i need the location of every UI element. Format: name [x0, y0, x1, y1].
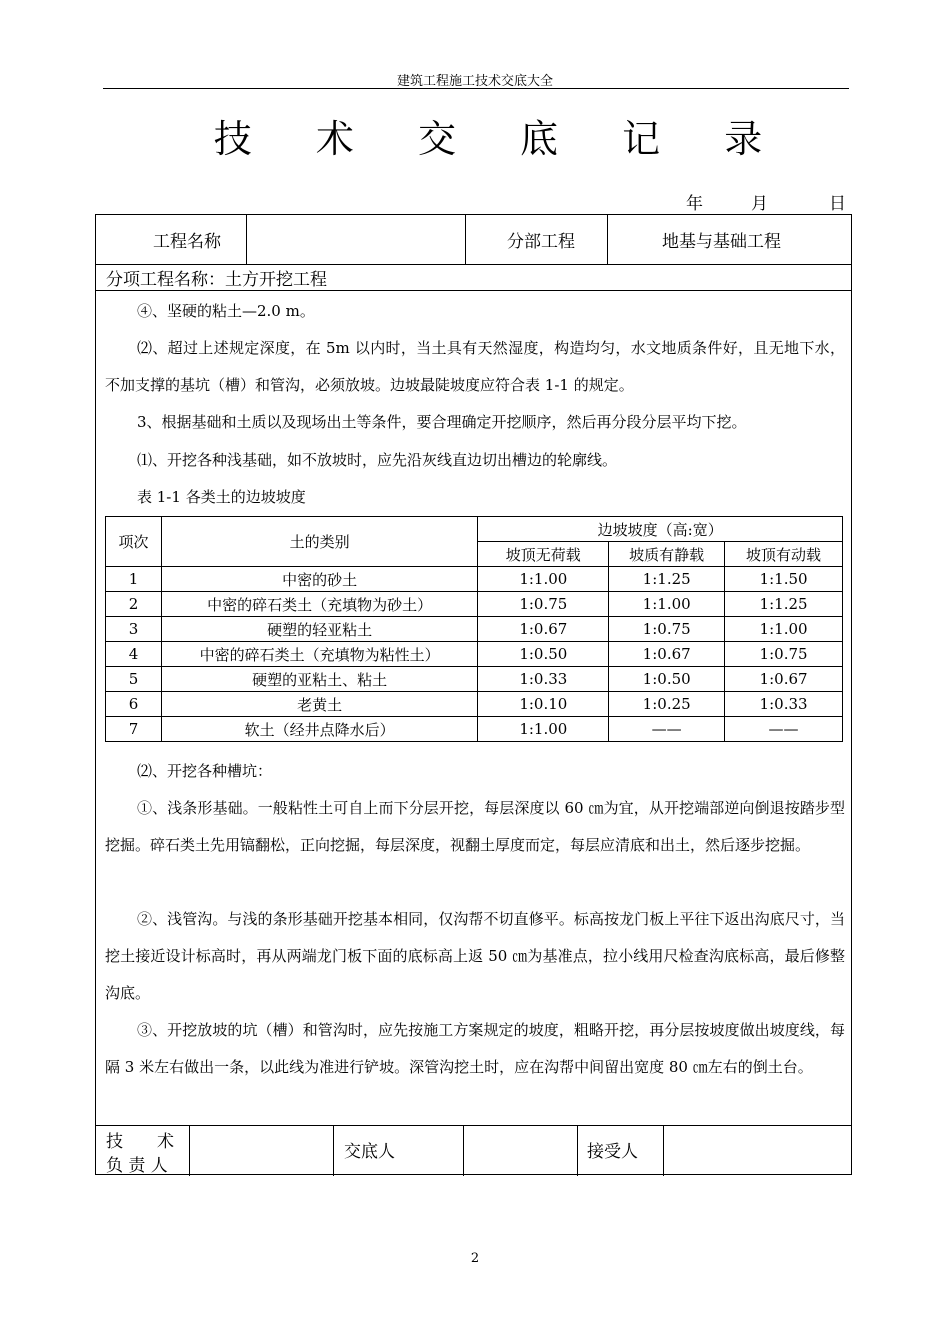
table-cell: 1:1.00 — [725, 617, 843, 642]
table-cell: 中密的碎石类土（充填物为砂土） — [161, 592, 477, 617]
table-cell: 1:1.00 — [609, 592, 725, 617]
divider — [577, 1125, 578, 1176]
table-cell: 1:1.00 — [478, 567, 609, 592]
division-label: 分部工程 — [507, 232, 575, 252]
table-cell: 中密的碎石类土（充填物为粘性土） — [161, 642, 477, 667]
table-cell: 1:0.67 — [725, 667, 843, 692]
paragraph: ④、坚硬的粘土—2.0 m。 — [137, 302, 315, 320]
table-caption: 表 1-1 各类土的边坡坡度 — [137, 488, 306, 506]
table-cell: 1:1.25 — [609, 567, 725, 592]
table-cell: 3 — [106, 617, 162, 642]
table-cell: —— — [609, 717, 725, 742]
tech-lead-label-line2: 负 责 人 — [106, 1156, 168, 1176]
table-cell: 1:0.33 — [725, 692, 843, 717]
paragraph: ③、开挖放坡的坑（槽）和管沟时，应先按施工方案规定的坡度，粗略开挖，再分层按坡度做出坡度线，每隔 3 米左右做出一条，以此线为准进行铲坡。深管沟挖土时，应在沟帮中间留出宽度 80 ㎝左右的倒土台。 — [105, 1021, 845, 1076]
receiver-field[interactable] — [664, 1127, 850, 1173]
table-row — [106, 667, 843, 692]
table-row — [106, 592, 843, 617]
receiver-label: 接受人 — [587, 1142, 638, 1162]
date-month: 月 — [751, 194, 768, 214]
table-cell: 1:0.10 — [478, 692, 609, 717]
paragraph: ②、浅管沟。与浅的条形基础开挖基本相同，仅沟帮不切直修平。标高按龙门板上平往下返出沟底尺寸，当挖土接近设计标高时，再从两端龙门板下面的底标高上返 50 ㎝为基准点，拉小线用尺检查沟底标高，最后修整沟底。 — [105, 910, 845, 1002]
table-cell: 硬塑的亚粘土、粘土 — [161, 667, 477, 692]
tech-lead-field[interactable] — [190, 1127, 332, 1173]
header-col: 坡质有静载 — [609, 542, 725, 567]
table-row — [106, 692, 843, 717]
project-name-field[interactable] — [248, 215, 463, 264]
table-cell: 1:0.75 — [609, 617, 725, 642]
table-cell: 5 — [106, 667, 162, 692]
division-value: 地基与基础工程 — [662, 232, 781, 252]
table-cell: 中密的砂土 — [161, 567, 477, 592]
table-row — [106, 567, 843, 592]
table-cell: 4 — [106, 642, 162, 667]
project-name-label: 工程名称 — [153, 232, 221, 252]
table-cell: 1 — [106, 567, 162, 592]
table-row — [106, 617, 843, 642]
table-cell: 2 — [106, 592, 162, 617]
table-row — [106, 642, 843, 667]
table-cell: 1:1.00 — [478, 717, 609, 742]
table-cell: 1:0.50 — [609, 667, 725, 692]
table-cell: 1:0.33 — [478, 667, 609, 692]
divider — [333, 1125, 334, 1176]
date-day: 日 — [829, 194, 846, 214]
table-cell: 1:1.50 — [725, 567, 843, 592]
date-year: 年 — [686, 194, 703, 214]
header-soil-type: 土的类别 — [161, 517, 477, 567]
table-cell: 1:0.67 — [478, 617, 609, 642]
page-number: 2 — [470, 1251, 480, 1266]
divider — [465, 215, 466, 264]
header-index: 项次 — [106, 517, 162, 567]
table-row — [106, 717, 843, 742]
page-title: 技 术 交 底 记 录 — [213, 117, 789, 161]
table-cell: 1:0.50 — [478, 642, 609, 667]
subitem-name: 分项工程名称：土方开挖工程 — [106, 270, 327, 290]
discloser-field[interactable] — [464, 1127, 576, 1173]
running-header: 建筑工程施工技术交底大全 — [396, 74, 553, 89]
table-cell: 7 — [106, 717, 162, 742]
header-rule — [103, 88, 849, 89]
paragraph: 3、根据基础和土质以及现场出土等条件，要合理确定开挖顺序，然后再分段分层平均下挖。 — [137, 413, 747, 431]
divider — [96, 290, 851, 291]
table-cell: 1:0.67 — [609, 642, 725, 667]
table-cell: —— — [725, 717, 843, 742]
table-cell: 1:0.25 — [609, 692, 725, 717]
divider — [96, 1125, 851, 1126]
paragraph: ①、浅条形基础。一般粘性土可自上而下分层开挖，每层深度以 60 ㎝为宜，从开挖端部逆向倒退按踏步型挖掘。碎石类土先用镐翻松，正向挖掘，每层深度，视翻土厚度而定，每层应清底和出土，然后逐步挖掘。 — [105, 799, 845, 854]
table-cell: 1:1.25 — [725, 592, 843, 617]
table-cell: 1:0.75 — [478, 592, 609, 617]
table-cell: 6 — [106, 692, 162, 717]
tech-lead-label-line1: 技 术 — [106, 1132, 174, 1152]
table-cell: 软土（经井点降水后） — [161, 717, 477, 742]
table-cell: 硬塑的轻亚粘土 — [161, 617, 477, 642]
paragraph: ⑵、开挖各种槽坑： — [137, 762, 273, 780]
paragraph: ⑵、超过上述规定深度，在 5m 以内时，当土具有天然湿度，构造均匀，水文地质条件好，且无地下水，不加支撑的基坑（槽）和管沟，必须放坡。边坡最陡坡度应符合表 1-1 的规定。 — [105, 339, 845, 394]
slope-table — [105, 516, 843, 742]
header-col: 坡顶有动载 — [725, 542, 843, 567]
header-col: 坡顶无荷载 — [478, 542, 609, 567]
table-cell: 老黄土 — [161, 692, 477, 717]
paragraph: ⑴、开挖各种浅基础，如不放坡时，应先沿灰线直边切出槽边的轮廓线。 — [137, 451, 618, 469]
header-slope-group: 边坡坡度（高:宽） — [478, 517, 843, 542]
divider — [607, 215, 608, 264]
table-cell: 1:0.75 — [725, 642, 843, 667]
divider — [246, 215, 247, 264]
discloser-label: 交底人 — [344, 1142, 395, 1162]
